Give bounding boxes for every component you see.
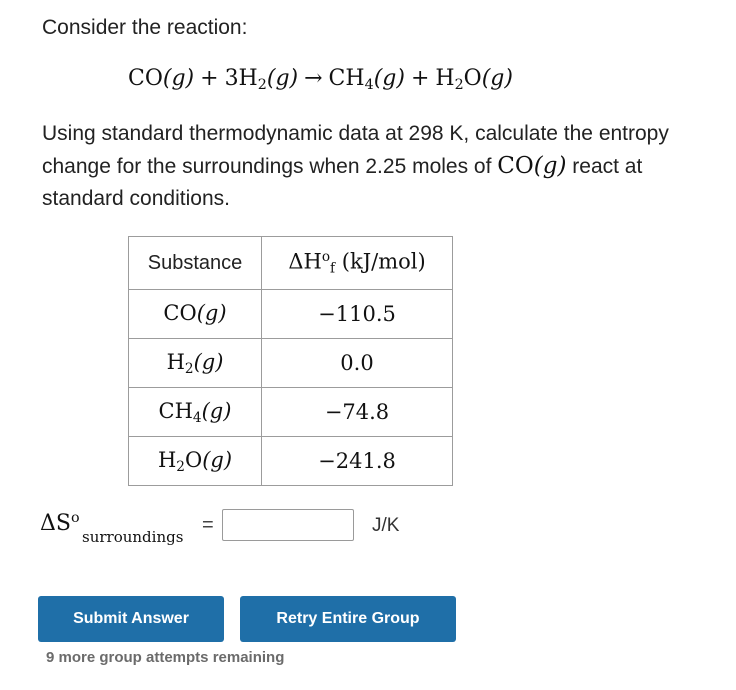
reactant-co: CO(g) [128,66,195,91]
reaction-equation: $CO(g) + 3H_2(g) \to CH_4(g) + H_2O(g)$ [128,66,513,93]
reactant-h2: $3H_2(g)$ [224,66,299,93]
substance-cell: $H_2O(g)$ [129,437,262,486]
substance-cell: CO(g) [129,290,262,339]
enthalpy-value-cell: −74.8 [262,388,453,437]
table-row [129,388,453,437]
answer-input[interactable] [222,509,354,541]
reaction-arrow: → [304,66,323,91]
table-row [129,290,453,339]
header-enthalpy: $\Delta H^o_f$ (kJ/mol) [262,237,453,290]
enthalpy-value-cell: −110.5 [262,290,453,339]
submit-answer-button[interactable]: Submit Answer [38,596,224,642]
unit-label: J/K [372,515,400,536]
table-header-row [129,237,453,290]
question-species: CO(g) [497,153,567,179]
retry-group-button[interactable]: Retry Entire Group [240,596,456,642]
intro-text: Consider the reaction: [42,16,248,39]
substance-cell: $CH_4(g)$ [129,388,262,437]
delta-s-label: $\Delta S^o$ surroundings [40,510,184,546]
answer-row [40,508,460,548]
product-h2o: $H_2O(g)$ [435,66,513,93]
thermo-data-table [128,236,453,486]
product-ch4: $CH_4(g)$ [328,66,405,93]
table-row [129,437,453,486]
enthalpy-value-cell: −241.8 [262,437,453,486]
table-row [129,339,453,388]
attempts-remaining: 9 more group attempts remaining [46,649,285,666]
header-substance: Substance [129,237,262,290]
question-text: Using standard thermodynamic data at 298 K, calculate the entropy change for the surroundings when 2.25 moles of CO(g) react at standard conditions. [42,122,669,210]
substance-cell: $H_2(g)$ [129,339,262,388]
equals-sign: = [202,514,214,536]
enthalpy-value-cell: 0.0 [262,339,453,388]
